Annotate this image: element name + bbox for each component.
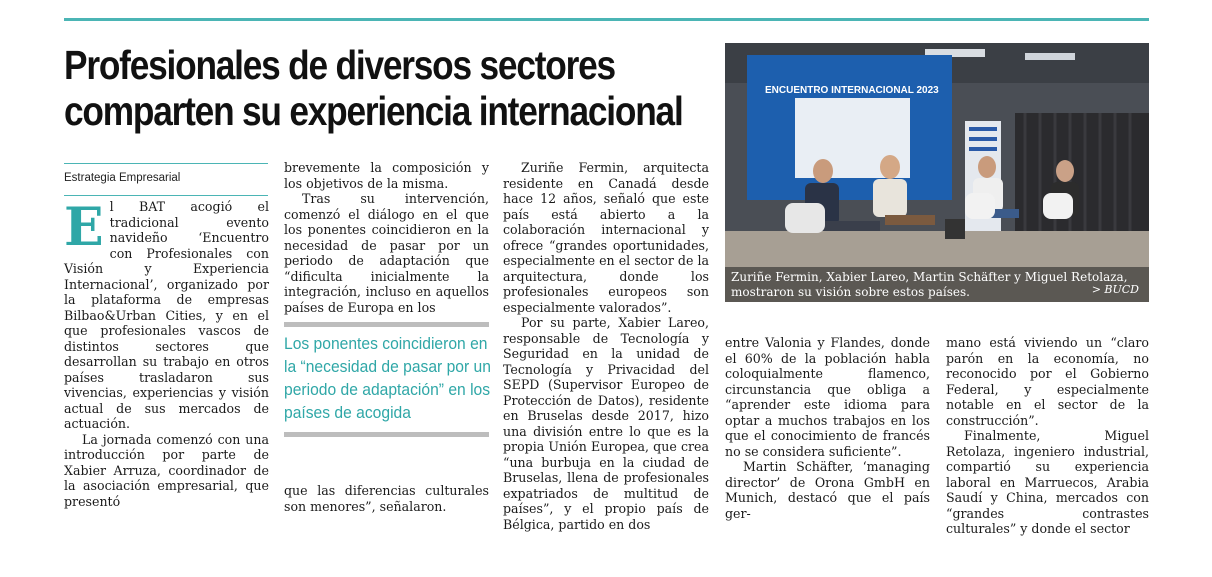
paragraph: que las diferencias culturales son menores”, señalaron.	[284, 483, 489, 514]
column-3	[503, 160, 709, 532]
paragraph: Martin Schäfter, ‘managing director’ de Orona GmbH en Munich, destacó que el país ger-	[725, 459, 930, 521]
pull-quote-line: la “necesidad de pasar por un	[284, 357, 491, 376]
pull-quote-line: Los ponentes coincidieron en	[284, 334, 488, 353]
top-rule	[64, 18, 1149, 21]
photo-credit: > BUCD	[1091, 283, 1139, 296]
paragraph: brevemente la composición y los objetivos de la misma.	[284, 160, 489, 191]
photo-caption	[725, 267, 1149, 302]
paragraph: Zuriñe Fermin, arquitecta residente en Canadá desde hace 12 años, señaló que este país está abierto a la colaboración internacional y ofrece “grandes oportunidades, especialmente en el sector de la arquitectura, donde los profesionales europeos son especialmente valorados”.	[503, 160, 709, 315]
paragraph: mano está viviendo un “claro parón en la economía, no reconocido por el Gobierno Federal, y especialmente notable en el sector de la construcción”.	[946, 335, 1149, 428]
event-scene-illustration	[725, 43, 1149, 302]
paragraph: La jornada comenzó con una introducción por parte de Xabier Arruza, coordinador de la asociación empresarial, que presentó	[64, 431, 269, 509]
column-1	[64, 199, 269, 509]
headline-line-1: Profesionales de diversos sectores	[64, 42, 615, 88]
column-2-continued	[284, 483, 489, 514]
column-5	[946, 335, 1149, 537]
paragraph: l BAT acogió el tradicional evento navideño ‘Encuentro con Profesionales con Visión y Experiencia Internacional’, organizado por la plataforma de empresas Bilbao&Urban Cities, y en el que profesionales vascos de distintos sectores que desarrollan su trabajo en otros países trasladaron sus vivencias, experiencias y visión actual de sus mercados de actuación.	[64, 199, 269, 431]
paragraph: Finalmente, Miguel Retolaza, ingeniero industrial, compartió su experiencia laboral en Marruecos, Arabia Saudí y China, mercados con “grandes contrastes culturales” y donde el sector	[946, 428, 1149, 536]
headline-line-2: comparten su experiencia internacional	[64, 88, 683, 134]
paragraph: Por su parte, Xabier Lareo, responsable de Tecnología y Seguridad en la unidad de Tecnología y Privacidad del SEPD (Supervisor Europeo de Protección de Datos), residente en Bruselas desde 2017, hizo una división entre lo que es la propia Unión Europea, que crea “una burbuja en la ciudad de Bruselas, llena de profesionales expatriados de multitud de países”, y el propio país de Bélgica, partido en dos	[503, 315, 709, 532]
pull-quote	[284, 322, 489, 437]
paragraph: entre Valonia y Flandes, donde el 60% de la población habla coloquialmente flamenco, circunstancia que obliga a “aprender este idioma para optar a muchos trabajos en los que el conocimiento de francés no se considera suficiente”.	[725, 335, 930, 459]
drop-cap: E	[64, 197, 104, 258]
section-label: Estrategia Empresarial	[64, 163, 268, 196]
event-photo	[725, 43, 1149, 302]
column-2	[284, 160, 489, 315]
caption-text: Zuriñe Fermin, Xabier Lareo, Martin Schäfter y Miguel Retolaza, mostraron su visión sobre estos países.	[731, 270, 1128, 299]
headline	[64, 42, 683, 134]
paragraph: Tras su intervención, comenzó el diálogo en el que los ponentes coincidieron en la necesidad de pasar por un periodo de adaptación que “dificulta inicialmente la integración, incluso en aquellos países de Europa en los	[284, 191, 489, 315]
pull-quote-line: países de acogida	[284, 403, 411, 422]
screen-title: ENCUENTRO INTERNACIONAL 2023	[765, 85, 939, 96]
pull-quote-line: periodo de adaptación” en los	[284, 380, 491, 399]
column-4	[725, 335, 930, 521]
